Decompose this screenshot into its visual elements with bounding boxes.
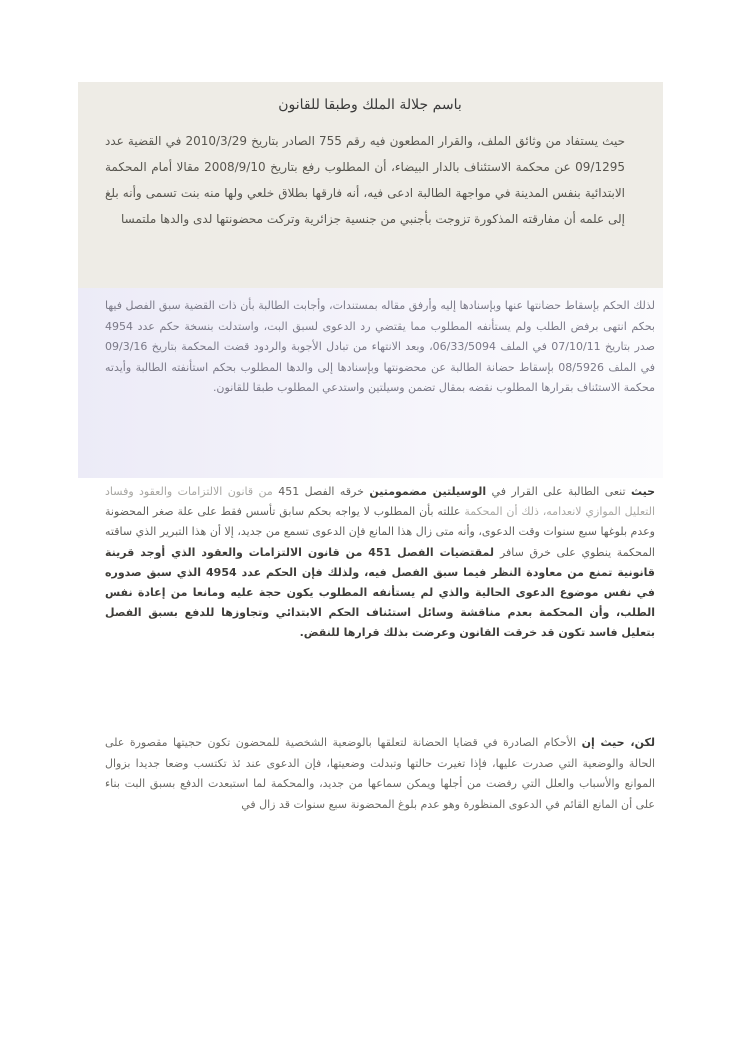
paragraph-3-intro-bold: الوسيلتين مضمومتين — [369, 485, 487, 498]
paragraph-3-lead: حيث — [630, 485, 656, 498]
paragraph-3-body: عللته بأن المطلوب لا يواجه بحكم سابق تأسس فقط على علة صغر المحضونة وعدم بلوغها سبع سنوات وقت الدعوى، وأنه متى زال هذا المانع فإن الدعوى تسمع من جديد، إلا أن هذا التبرير الذي ساقته المحكمة ينطوي على خرق سافر — [105, 505, 655, 559]
paragraph-3 — [105, 482, 655, 644]
paragraph-3-line1-rest: خرقه الفصل 451 — [278, 485, 370, 498]
document-title: باسم جلالة الملك وطبقا للقانون — [278, 97, 462, 113]
paragraph-3-intro: تنعى الطالبة على القرار في — [486, 485, 631, 498]
paragraph-4-lead: لكن، حيث إن — [581, 736, 655, 749]
paragraph-1: حيث يستفاد من وثائق الملف، والقرار المطعون فيه رقم 755 الصادر بتاريخ 2010/3/29 في القضية عدد 09/1295 عن محكمة الاستئناف بالدار البيضاء، أن المطلوب رفع بتاريخ 2008/9/10 مقالا أمام المحكمة الابتدائية بنفس المدينة في مواجهة الطالبة ادعى فيه، أنه فارقها بطلاق خلعي ولها منه بنت تسمى وأنه بلغ إلى علمه أن مفارقته المذكورة تزوجت بأجنبي من جنسية جزائرية وتركت محضونتها لدى والدها ملتمسا — [105, 134, 625, 226]
paragraph-4 — [105, 733, 655, 815]
paragraph-3-bold-tail: لمقتضيات الفصل 451 من قانون الالتزامات والعقود الذي أوجد قرينة قانونية تمنع من معاودة النظر فيما سبق الفصل فيه، ولذلك فإن الحكم عدد 4954 الذي سبق صدوره في نفس موضوع الدعوى الحالية والذي لم يستأنفه المطلوب يكون حجة عليه ومانعا من إعادة نفس الطلب، وأن المحكمة بعدم مناقشة وسائل استئناف الحكم الابتدائي وتجاوزها للدفع بسبق الفصل بتعليل فاسد تكون قد خرقت القانون وعرضت بذلك قرارها للنقض. — [105, 545, 656, 640]
paragraph-4-body: الأحكام الصادرة في قضايا الحضانة لتعلقها بالوضعية الشخصية للمحضون تكون حجيتها مقصورة على الحالة والوضعية التي صدرت عليها، فإذا تغيرت حالتها وتبدلت وضعيتها، فإن الدعوى عند ئذ تكتسب وضعا جديدا بزوال الموانع والأسباب والعلل التي رفضت من أجلها ويمكن سماعها من جديد، والمحكمة لما استبعدت الدفع بسبق البت بناء على أن المانع القائم في الدعوى المنظورة وهو عدم بلوغ المحضونة سبع سنوات قد زال في — [105, 736, 655, 811]
paragraph-3-faint-line: من قانون الالتزامات والعقود وفساد التعليل الموازي لانعدامه، ذلك أن المحكمة — [105, 485, 655, 519]
paragraph-2: لذلك الحكم بإسقاط حضانتها عنها وبإسنادها إليه وأرفق مقاله بمستندات، وأجابت الطالبة بأن ذات القضية سبق الفصل فيها بحكم انتهى برفض الطلب ولم يستأنفه المطلوب مما يقتضي رد الدعوى لسبق البت، واستدلت بنسخة حكم عدد 4954 صدر بتاريخ 07/10/11 في الملف 06/33/5094، وبعد الانتهاء من تبادل الأجوبة والردود قضت المحكمة بتاريخ 09/3/16 في الملف 08/5926 بإسقاط حضانة الطالبة عن محضونتها وبإسنادها إلى والدها المطلوب بحكم استأنفته الطالبة وأيدته محكمة الاستئناف بقرارها المطلوب نقضه بمقال تضمن وسيلتين واستدعي المطلوب طبقا للقانون. — [105, 299, 655, 394]
